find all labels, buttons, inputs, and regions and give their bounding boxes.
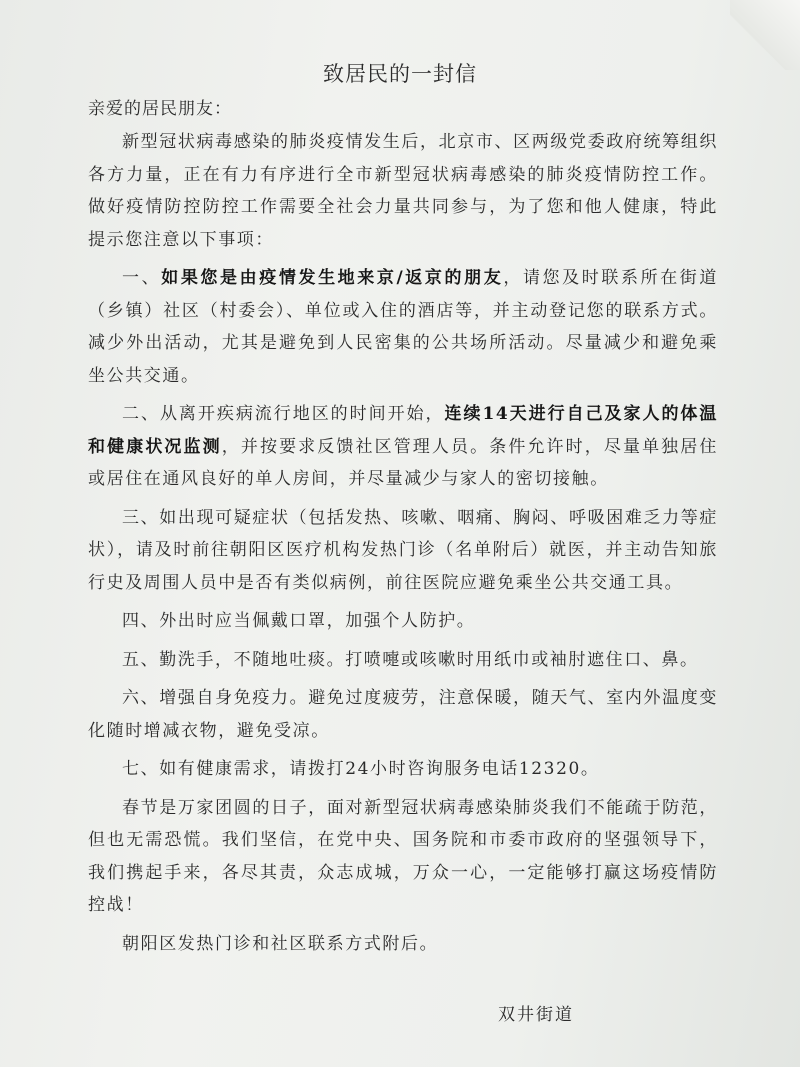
attachment-note: 朝阳区发热门诊和社区联系方式附后。 [122, 933, 439, 954]
item-6-paragraph: 六、增强自身免疫力。避免过度疲劳，注意保暖，随天气、室内外温度变化随时增减衣物，避免受凉。 [88, 688, 718, 741]
item-4-paragraph: 四、外出时应当佩戴口罩，加强个人防护。 [122, 611, 476, 631]
item-1-prefix: 一、 [122, 268, 162, 288]
item-1-paragraph [88, 262, 718, 392]
item-5-paragraph: 五、勤洗手，不随地吐痰。打喷嚏或咳嗽时用纸巾或袖肘遮住口、鼻。 [122, 649, 699, 670]
item-2-paragraph [88, 398, 718, 496]
closing-paragraph: 春节是万家团圆的日子，面对新型冠状病毒感染肺炎我们不能疏于防范，但也无需恐慌。我们坚信，在党中央、国务院和市委市政府的坚强领导下，我们携起手来，各尽其责，众志成城，万众一心，一定能够打赢这场疫情防控战！ [88, 797, 718, 915]
item-2-emphasis: 连续14天进行自己及家人的体温和健康状况监测 [88, 404, 718, 457]
letter-body [88, 126, 718, 962]
item-1-text: ，请您及时联系所在街道（乡镇）社区（村委会）、单位或入住的酒店等，并主动登记您的联系方式。减少外出活动，尤其是避免到人民密集的公共场所活动。尽量减少和避免乘坐公共交通。 [88, 268, 719, 386]
item-3-paragraph: 三、如出现可疑症状（包括发热、咳嗽、咽痛、胸闷、呼吸困难乏力等症状），请及时前往朝阳区医疗机构发热门诊（名单附后）就医，并主动告知旅行史及周围人员中是否有类似病例，前往医院应避免乘坐公共交通工具。 [88, 507, 718, 593]
intro-paragraph: 新型冠状病毒感染的肺炎疫情发生后，北京市、区两级党委政府统筹组织各方力量，正在有力有序进行全市新型冠状病毒感染的肺炎疫情防控工作。做好疫情防控防控工作需要全社会力量共同参与，为了您和他人健康，特此提示您注意以下事项： [88, 132, 718, 250]
salutation: 亲爱的居民朋友： [88, 99, 232, 119]
signature: 双井街道 [498, 1005, 574, 1025]
item-2-text: ，并按要求反馈社区管理人员。条件允许时，尽量单独居住或居住在通风良好的单人房间，并尽量减少与家人的密切接触。 [88, 436, 718, 489]
item-1-emphasis: 如果您是由疫情发生地来京/返京的朋友 [161, 268, 504, 288]
letter-title: 致居民的一封信 [323, 62, 477, 86]
item-7-paragraph: 七、如有健康需求，请拨打24小时咨询服务电话12320。 [122, 759, 600, 779]
item-2-prefix: 二、从离开疾病流行地区的时间开始， [122, 404, 445, 424]
